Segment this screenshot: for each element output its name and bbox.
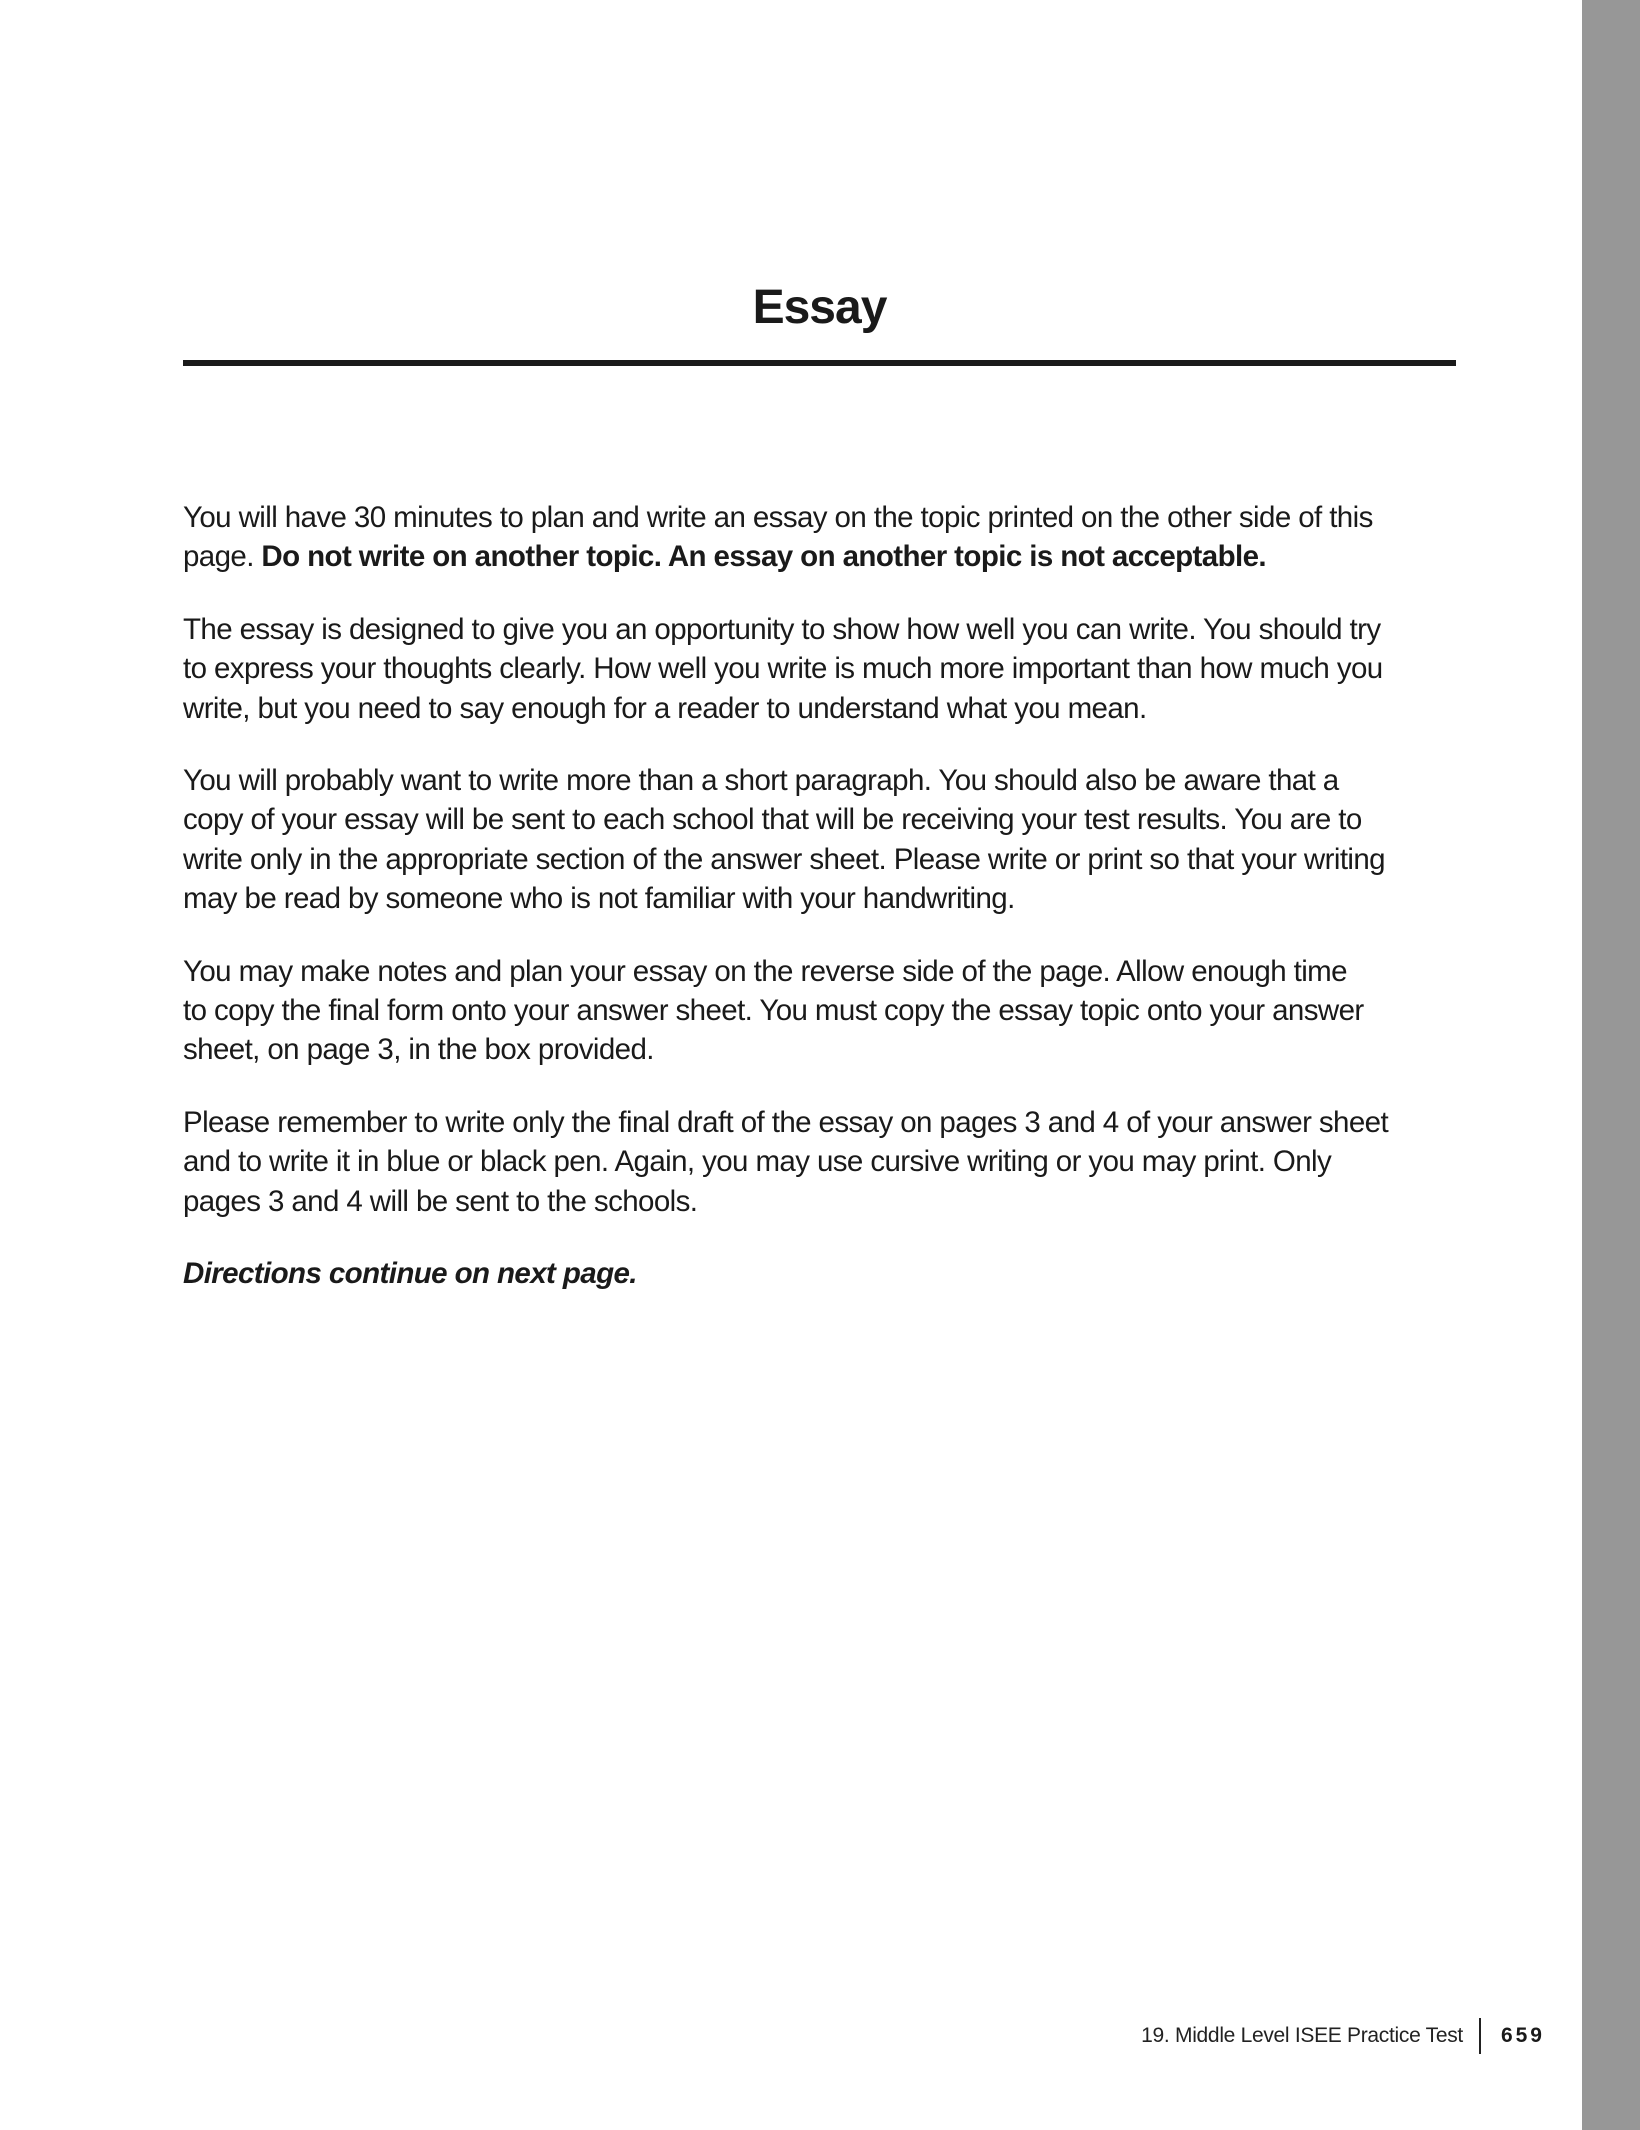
text-line: write, but you need to say enough for a reader to understand what you mean. — [183, 691, 1147, 725]
title-rule — [183, 360, 1456, 366]
paragraph-1 — [183, 498, 1473, 577]
text-line — [183, 537, 1473, 576]
text-line: You will have 30 minutes to plan and write an essay on the topic printed on the other side of this — [183, 501, 1373, 534]
page-edge-tab — [1582, 0, 1640, 2130]
text-line: and to write it in blue or black pen. Again, you may use cursive writing or you may print. Only — [183, 1145, 1332, 1179]
directions-body — [183, 498, 1473, 1327]
text-line: copy of your essay will be sent to each school that will be receiving your test results. You are to — [183, 803, 1362, 837]
paragraph-4 — [183, 952, 1473, 1070]
text-line: sheet, on page 3, in the box provided. — [183, 1033, 654, 1067]
text-line: to express your thoughts clearly. How well you write is much more important than how much you — [183, 652, 1383, 686]
footer-divider — [1479, 2018, 1481, 2054]
text-line: write only in the appropriate section of the answer sheet. Please write or print so that your writing — [183, 842, 1385, 876]
page-number: 659 — [1500, 2024, 1545, 2047]
page-title: Essay — [752, 281, 887, 334]
text-line: You will probably want to write more than a short paragraph. You should also be aware that a — [183, 764, 1339, 798]
paragraph-5 — [183, 1103, 1473, 1221]
page-footer — [1141, 2018, 1545, 2054]
paragraph-2 — [183, 610, 1473, 728]
text-line: You may make notes and plan your essay on the reverse side of the page. Allow enough time — [183, 954, 1347, 988]
continue-note-paragraph — [183, 1254, 1473, 1293]
text-line: Please remember to write only the final draft of the essay on pages 3 and 4 of your answer sheet — [183, 1105, 1389, 1139]
footer-section-title: 19. Middle Level ISEE Practice Test — [1141, 2024, 1463, 2047]
text-line: pages 3 and 4 will be sent to the schools. — [183, 1184, 698, 1218]
text-line: to copy the final form onto your answer sheet. You must copy the essay topic onto your answer — [183, 994, 1364, 1028]
bold-warning: Do not write on another topic. An essay on another topic is not acceptable. — [261, 540, 1266, 574]
text-segment: page. — [183, 540, 262, 574]
text-line: may be read by someone who is not familiar with your handwriting. — [183, 882, 1015, 916]
paragraph-3 — [183, 761, 1473, 919]
text-line: The essay is designed to give you an opportunity to show how well you can write. You should try — [183, 612, 1381, 646]
continue-note: Directions continue on next page. — [183, 1257, 637, 1291]
